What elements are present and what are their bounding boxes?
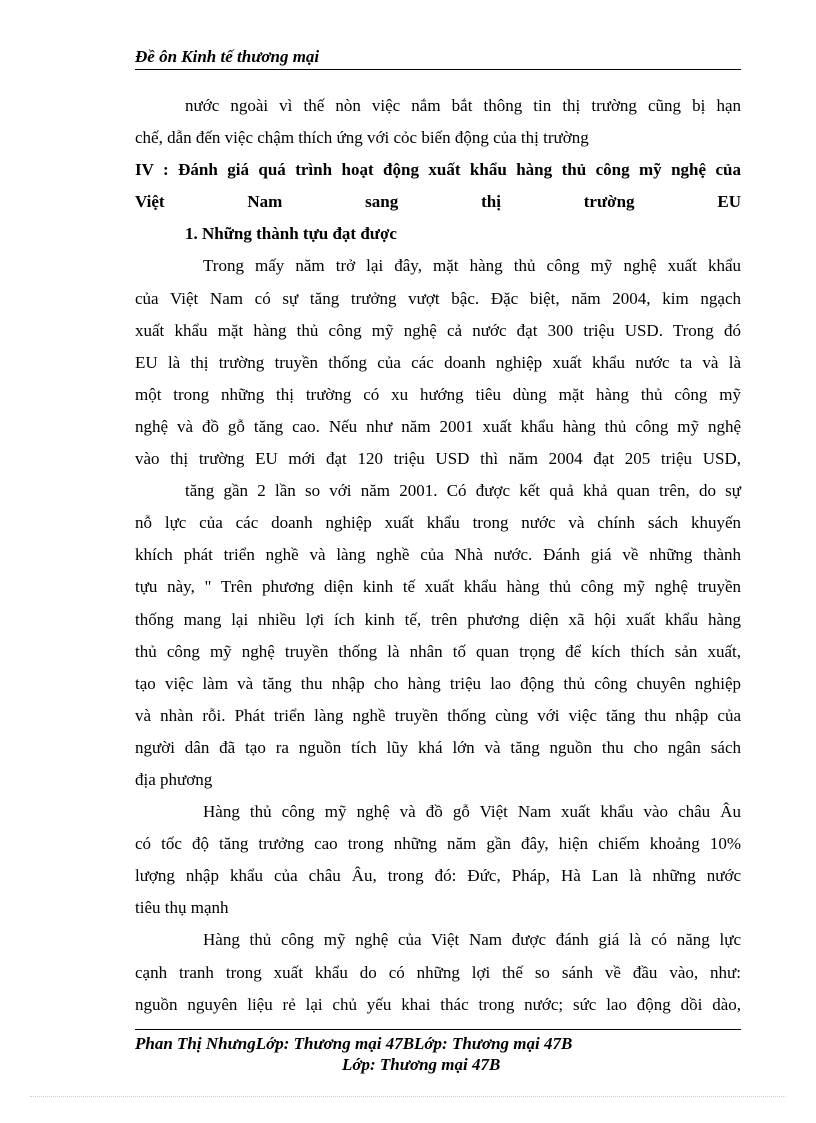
footer-line-2: Lớp: Thương mại 47B [342,1055,501,1074]
text-line: xuất khẩu mặt hàng thủ công mỹ nghệ cả nước đạt 300 triệu USD. Trong đó [135,320,741,340]
text-line: địa phương [135,769,213,789]
text-line: EU là thị trường truyền thống của các doanh nghiệp xuất khẩu nước ta và là [135,352,741,372]
text-line: người dân đã tạo ra nguồn tích lũy khá lớn và tăng nguồn thu cho ngân sách [135,737,741,757]
paragraph-start: Hàng thủ công mỹ nghệ và đồ gỗ Việt Nam xuất khẩu vào châu Âu [203,802,741,822]
page-footer [135,1033,741,1075]
text-line: tiêu thụ mạnh [135,898,229,918]
text-line: có tốc độ tăng trưởng cao trong những năm gần đây, hiện chiếm khoảng 10% [135,834,741,854]
page-edge-divider [30,1096,786,1097]
section-heading-cont: Việt Nam sang thị trường EU [135,192,741,212]
text-line: nỗ lực của các doanh nghiệp xuất khẩu trong nước và chính sách khuyến [135,513,741,533]
header-title: Đề ôn Kinh tế thương mại [135,47,320,66]
text-line: nước ngoài vì thế nòn việc nắm bắt thông tin thị trường cũng bị hạn [185,96,741,115]
text-line: thống mang lại nhiều lợi ích kinh tế, trên phương diện xã hội xuất khẩu hàng [135,609,741,629]
footer-line-1: Phan Thị NhưngLớp: Thương mại 47BLớp: Thương mại 47B [135,1034,573,1053]
footer-divider [135,1029,741,1030]
text-line: vào thị trường EU mới đạt 120 triệu USD thì năm 2004 đạt 205 triệu USD, [135,449,741,469]
subsection-heading: 1. Những thành tựu đạt được [185,224,397,244]
text-line: thủ công mỹ nghệ truyền thống là nhân tố quan trọng để kích thích sản xuất, [135,641,741,661]
text-line: nguồn nguyên liệu rẻ lại chủ yếu khai thác trong nước; sức lao động dồi dào, [135,994,741,1014]
text-line: tựu này, " Trên phương diện kinh tế xuất khẩu hàng thủ công mỹ nghệ truyền [135,577,741,597]
paragraph-start: Hàng thủ công mỹ nghệ của Việt Nam được đánh giá là có năng lực [203,930,741,950]
text-line: tăng gần 2 lần so với năm 2001. Có được kết quả khả quan trên, do sự [185,481,741,501]
text-line: một trong những thị trường có xu hướng tiêu dùng mặt hàng thủ công mỹ [135,384,741,404]
text-line: cạnh tranh trong xuất khẩu do có những lợi thế so sánh về đầu vào, như: [135,962,741,982]
text-line: tạo việc làm và tăng thu nhập cho hàng triệu lao động thủ công chuyên nghiệp [135,673,741,693]
text-line: nghệ và đồ gỗ tăng cao. Nếu như năm 2001 xuất khẩu hàng thủ công mỹ nghệ [135,416,741,436]
text-line: của Việt Nam có sự tăng trưởng vượt bậc. Đặc biệt, năm 2004, kim ngạch [135,288,741,308]
text-line: khích phát triển nghề và làng nghề của Nhà nước. Đánh giá về những thành [135,545,741,565]
text-line: chế, dẫn đến việc chậm thích ứng với cỏc biến động của thị trường [135,128,589,148]
paragraph-start: Trong mấy năm trở lại đây, mặt hàng thủ công mỹ nghệ xuất khẩu [203,256,741,276]
section-heading: IV : Đánh giá quá trình hoạt động xuất khẩu hàng thủ công mỹ nghệ của [135,160,741,180]
page-header [135,47,741,70]
document-body [135,90,741,1021]
text-line: và nhàn rỗi. Phát triển làng nghề truyền thống cùng với việc tăng thu nhập của [135,705,741,725]
text-line: lượng nhập khẩu của châu Âu, trong đó: Đức, Pháp, Hà Lan là những nước [135,866,741,886]
